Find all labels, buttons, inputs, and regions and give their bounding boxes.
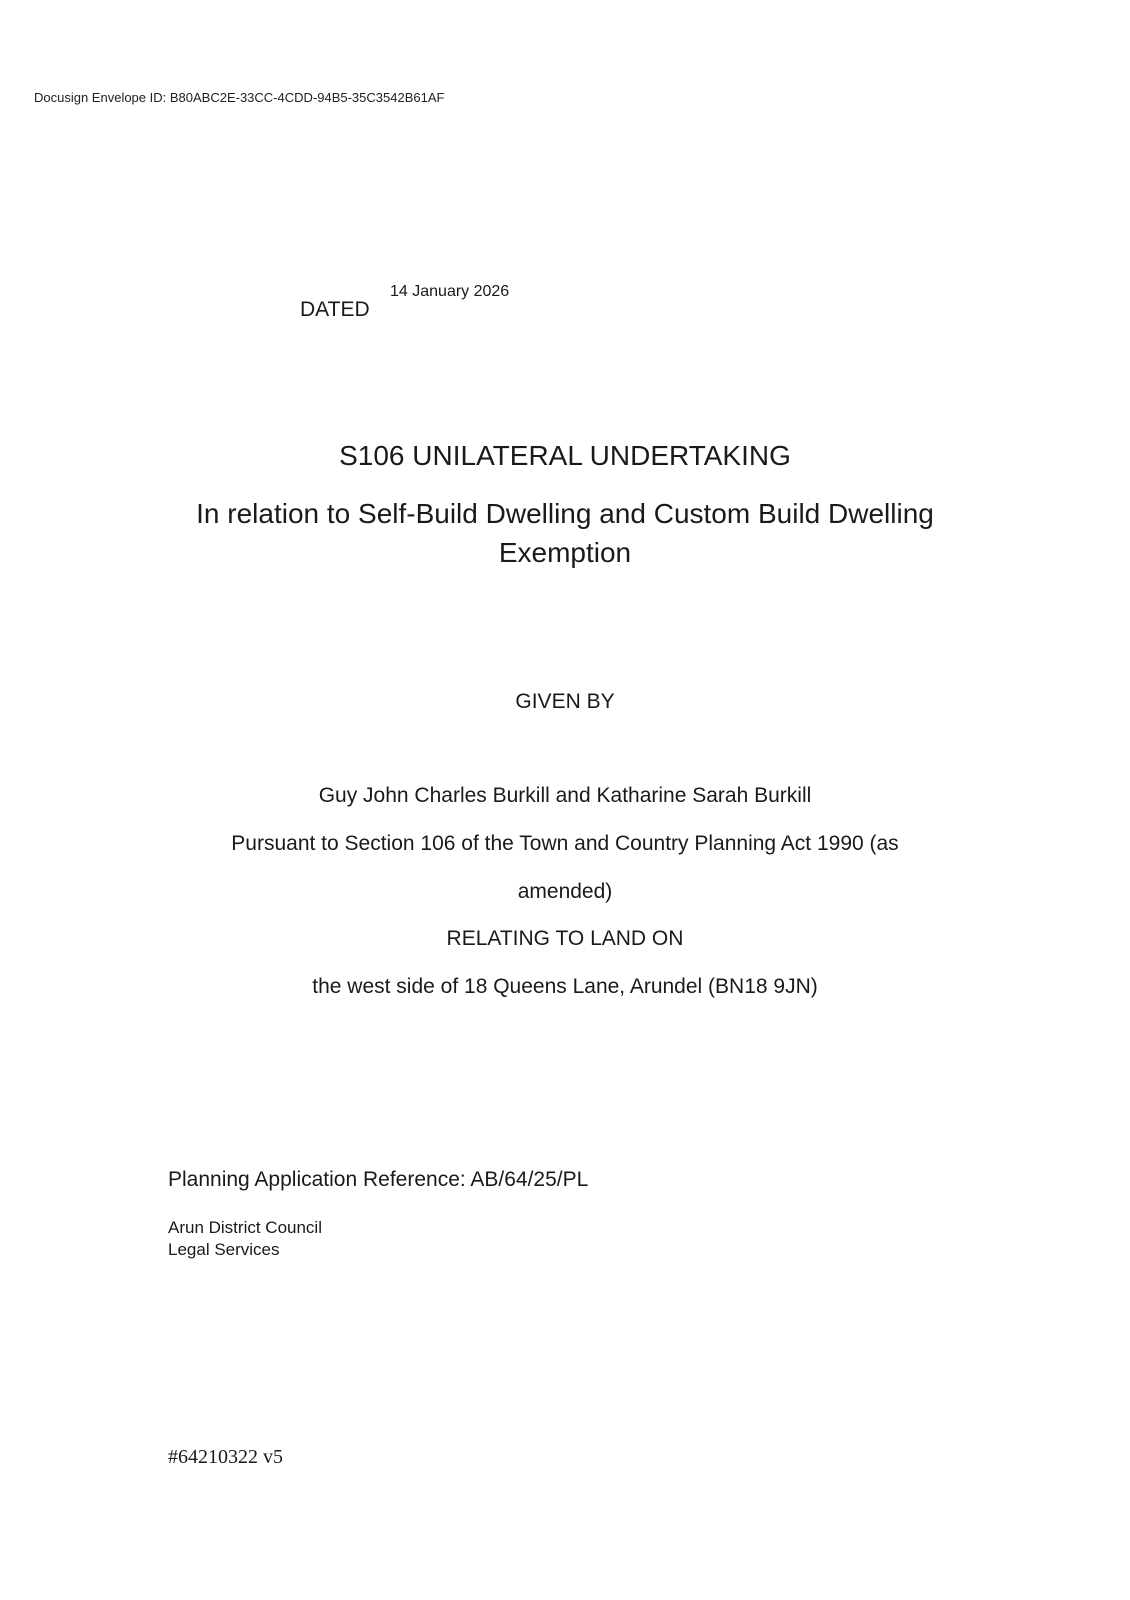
land-description: the west side of 18 Queens Lane, Arundel (BN18 9JN)	[312, 975, 818, 998]
planning-application-reference: Planning Application Reference: AB/64/25/PL	[168, 1168, 589, 1191]
parties-names: Guy John Charles Burkill and Katharine Sarah Burkill	[318, 784, 812, 807]
dated-label: DATED	[300, 298, 370, 321]
document-title: S106 UNILATERAL UNDERTAKING	[339, 440, 791, 471]
relating-to-land-heading: RELATING TO LAND ON	[446, 927, 684, 950]
pursuant-statement-line2: amended)	[517, 880, 613, 903]
council-name: Arun District Council	[168, 1218, 322, 1237]
document-subtitle-line1: In relation to Self-Build Dwelling and Custom Build Dwelling	[196, 498, 934, 529]
docusign-envelope-id: Docusign Envelope ID: B80ABC2E-33CC-4CDD-94B5-35C3542B61AF	[34, 90, 445, 105]
council-department: Legal Services	[168, 1240, 280, 1259]
dated-value: 14 January 2026	[390, 283, 510, 300]
document-subtitle-line2: Exemption	[498, 537, 632, 568]
document-reference-number: #64210322 v5	[168, 1446, 283, 1468]
pursuant-statement-line1: Pursuant to Section 106 of the Town and Country Planning Act 1990 (as	[231, 832, 899, 855]
given-by-heading: GIVEN BY	[515, 690, 615, 713]
